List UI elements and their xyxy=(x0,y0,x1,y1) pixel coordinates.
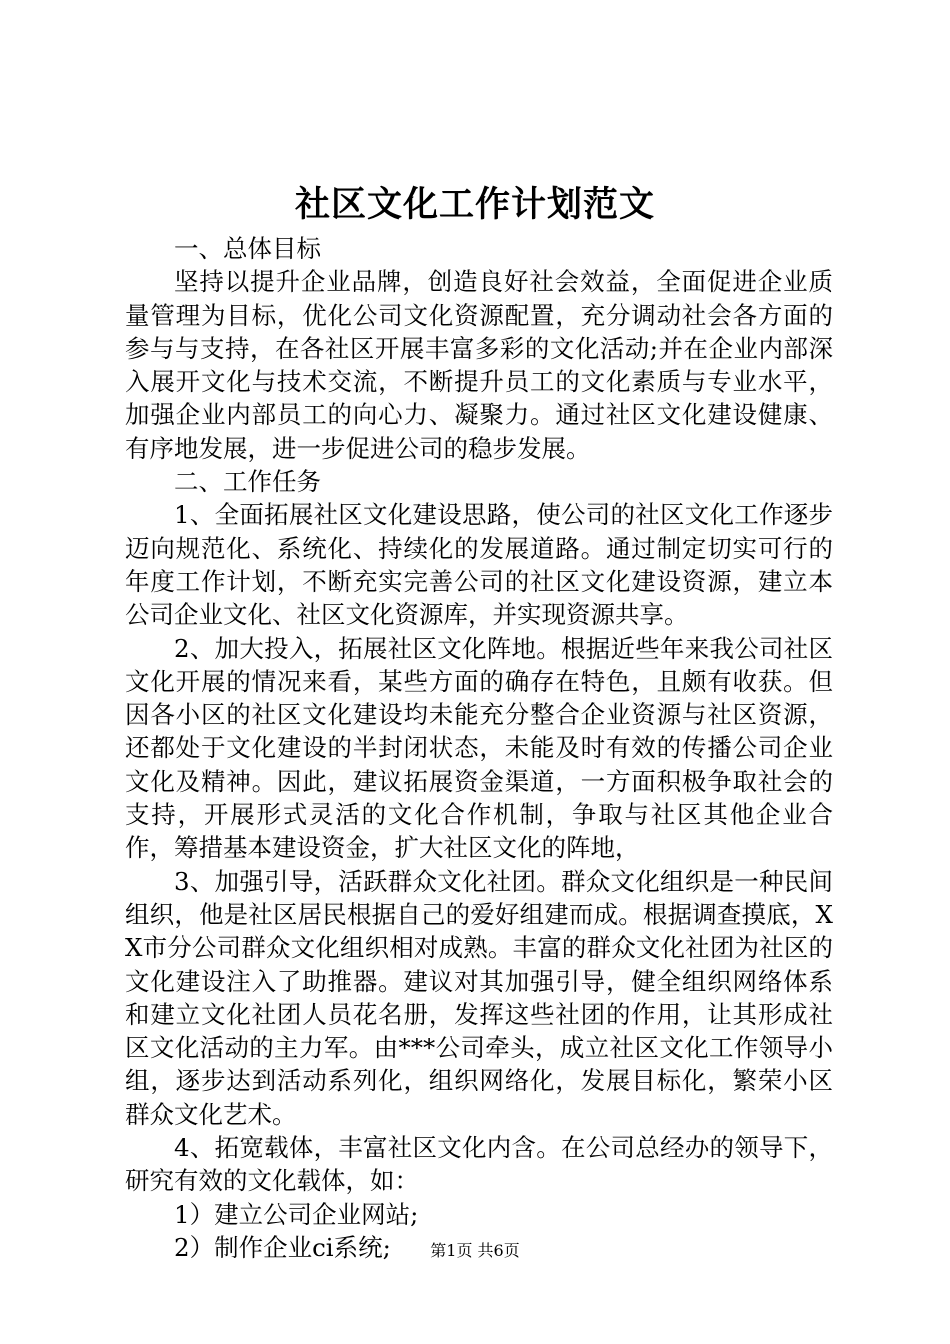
page-footer: 第1页 共6页 xyxy=(430,1241,520,1260)
section-heading-tasks: 二、工作任务 xyxy=(174,467,321,497)
paragraph-task-3: 3、加强引导，活跃群众文化社团。群众文化组织是一种民间组织，他是社区居民根据自己的爱好组建而成。根据调查摸底，XX市分公司群众文化组织相对成熟。丰富的群众文化社团为社区的文化建设注入了助推器。建议对其加强引导，健全组织网络体系和建立文化社团人员花名册，发挥这些社团的作用，让其形成社区文化活动的主力军。由***公司牵头，成立社区文化工作领导小组，逐步达到活动系列化，组织网络化，发展目标化，繁荣小区群众文化艺术。 xyxy=(125,866,833,1129)
list-item-website: 1）建立公司企业网站; xyxy=(174,1199,419,1229)
list-item-ci-system: 2）制作企业ci系统; xyxy=(174,1232,391,1262)
paragraph-task-2: 2、加大投入，拓展社区文化阵地。根据近些年来我公司社区文化开展的情况来看，某些方面的确存在特色，且颇有收获。但因各小区的社区文化建设均未能充分整合企业资源与社区资源，还都处于文化建设的半封闭状态，未能及时有效的传播公司企业文化及精神。因此，建议拓展资金渠道，一方面积极争取社会的支持，开展形式灵活的文化合作机制，争取与社区其他企业合作，筹措基本建设资金，扩大社区文化的阵地， xyxy=(125,633,833,863)
paragraph-task-4: 4、拓宽载体，丰富社区文化内含。在公司总经办的领导下，研究有效的文化载体，如： xyxy=(125,1133,833,1196)
paragraph-task-1: 1、全面拓展社区文化建设思路，使公司的社区文化工作逐步迈向规范化、系统化、持续化的发展道路。通过制定切实可行的年度工作计划，不断充实完善公司的社区文化建设资源，建立本公司企业文化、社区文化资源库，并实现资源共享。 xyxy=(125,500,833,630)
document-body xyxy=(125,232,833,1264)
document-title: 社区文化工作计划范文 xyxy=(294,184,655,225)
section-heading-goals: 一、总体目标 xyxy=(174,234,321,263)
paragraph-goals: 坚持以提升企业品牌，创造良好社会效益，全面促进企业质量管理为目标，优化公司文化资源配置，充分调动社会各方面的参与与支持，在各社区开展丰富多彩的文化活动;并在企业内部深入展开文化与技术交流，不断提升员工的文化素质与专业水平，加强企业内部员工的向心力、凝聚力。通过社区文化建设健康、有序地发展，进一步促进公司的稳步发展。 xyxy=(125,267,833,463)
